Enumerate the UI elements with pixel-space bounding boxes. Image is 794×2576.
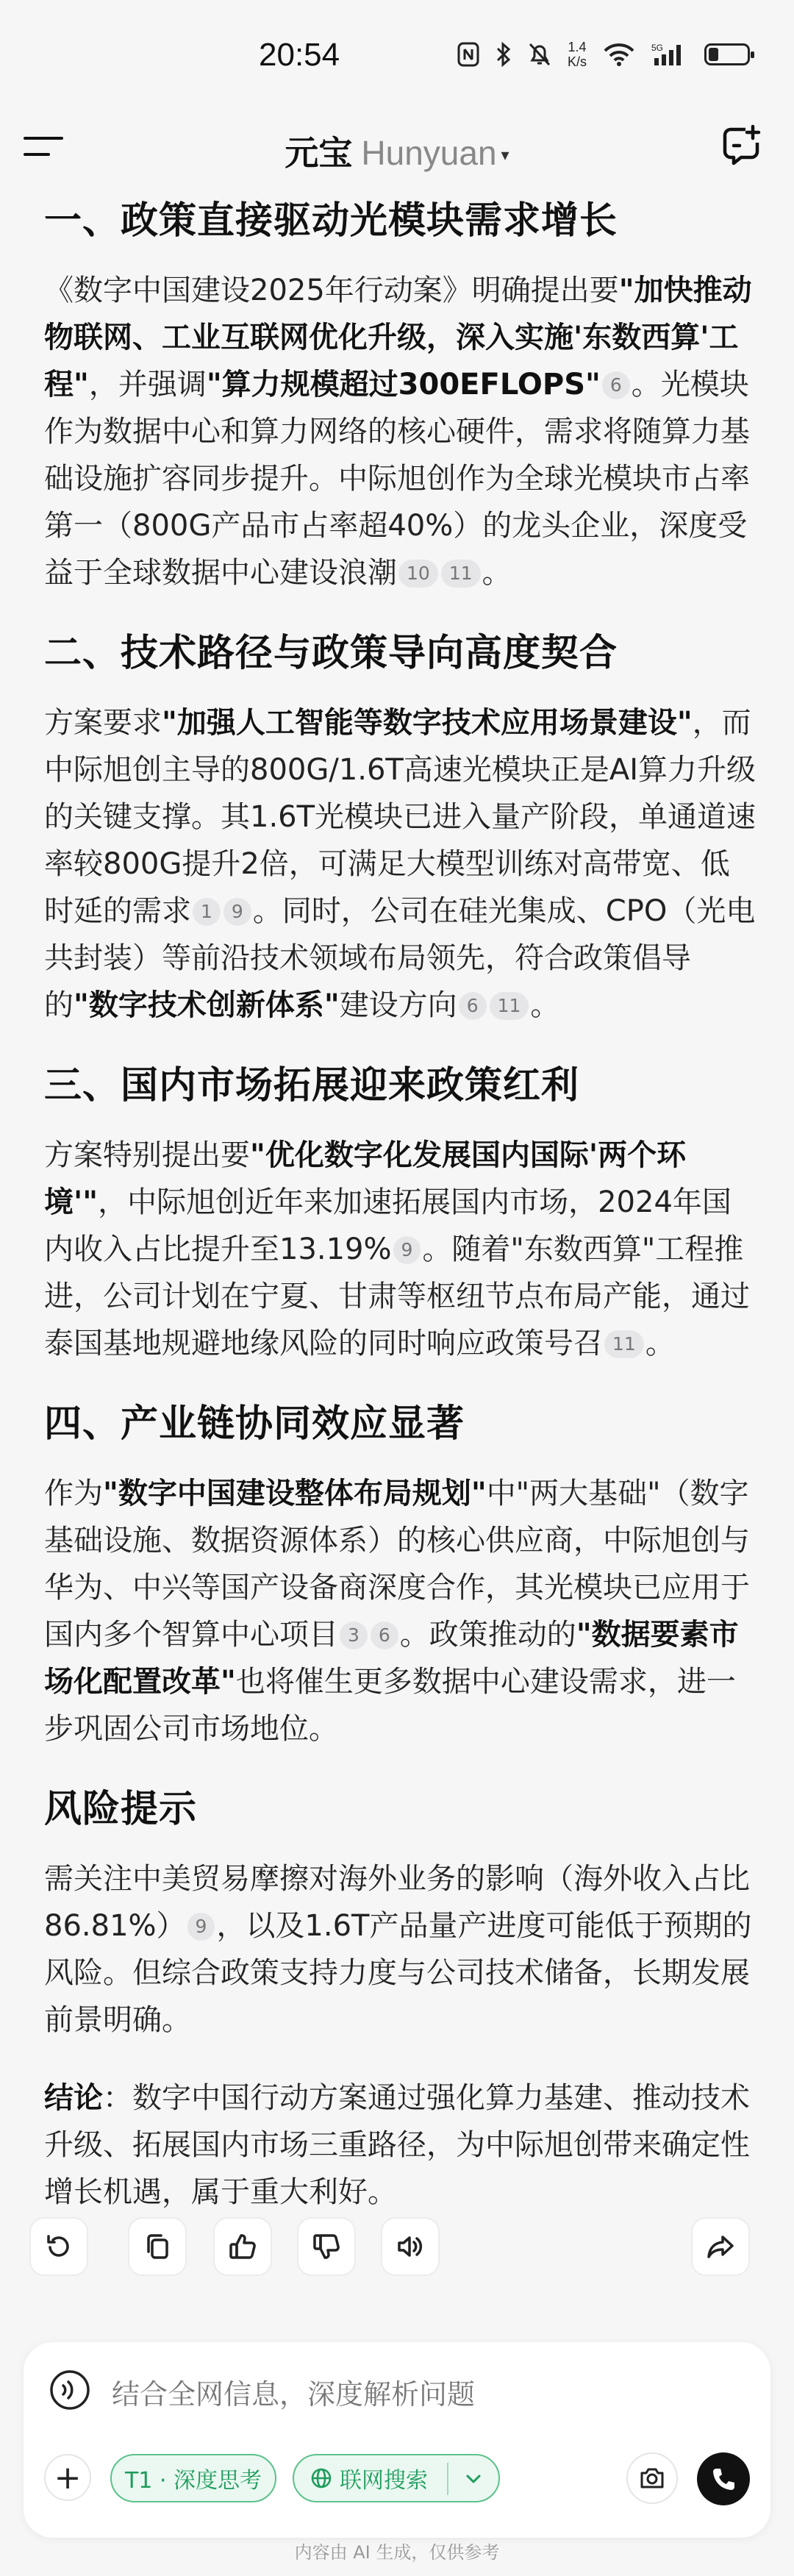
citation-badge[interactable]: 1 [193, 898, 221, 926]
camera-button[interactable] [626, 2452, 678, 2504]
citation-badge[interactable]: 11 [441, 560, 481, 588]
text: 建设方向 [339, 988, 457, 1022]
thumbs-down-icon [311, 2231, 342, 2262]
section-heading: 四、产业链协同效应显著 [44, 1402, 465, 1446]
nfc-icon [457, 42, 479, 67]
citation-badge[interactable]: 9 [187, 1913, 215, 1941]
web-search-toggle[interactable] [293, 2454, 500, 2502]
ai-disclaimer: 内容由 AI 生成，仅供参考 [294, 2542, 500, 2563]
citation-badge[interactable]: 11 [490, 992, 529, 1020]
dislike-button[interactable] [297, 2217, 356, 2276]
text: 方案特别提出要 [44, 1138, 250, 1172]
share-icon [705, 2231, 736, 2262]
section-heading: 风险提示 [44, 1788, 198, 1831]
section-paragraph [44, 1470, 757, 1752]
text: 也将催生更多数据中心建设需求，进一步巩固公司市场地位。 [44, 1665, 736, 1746]
section-paragraph [44, 699, 757, 1029]
citation-badge[interactable]: 6 [602, 371, 630, 399]
status-icons [457, 40, 750, 69]
section-paragraph [44, 267, 757, 596]
text: 《数字中国建设2025年行动案》明确提出要 [44, 274, 619, 307]
wifi-icon [603, 42, 635, 67]
status-bar [0, 0, 794, 118]
citation-badge[interactable]: 3 [340, 1621, 368, 1649]
citation-badge[interactable]: 6 [371, 1621, 398, 1649]
speaker-icon [395, 2231, 426, 2262]
share-button[interactable] [691, 2217, 750, 2276]
text: 作为 [44, 1477, 103, 1510]
section-heading: 三、国内市场拓展迎来政策红利 [44, 1064, 580, 1107]
section-heading: 一、政策直接驱动光模块需求增长 [44, 199, 618, 243]
citation-badge[interactable]: 6 [459, 992, 487, 1020]
voice-call-button[interactable] [697, 2452, 750, 2505]
text: 。 [645, 1327, 675, 1360]
bold-text: "加快推动物联网、工业互联网优化升级，深入实施'东数西算'工程" [44, 274, 752, 402]
chat-input[interactable]: 结合全网信息，深度解析问题 [112, 2378, 476, 2411]
section-heading: 二、技术路径与政策导向高度契合 [44, 632, 618, 675]
svg-text:5G: 5G [651, 43, 664, 53]
text: 。政策推动的 [399, 1618, 576, 1652]
chevron-down-icon[interactable] [459, 2466, 488, 2492]
bold-text: "数据要素市场化配置改革" [44, 1618, 739, 1699]
add-attachment-button[interactable]: + [44, 2454, 91, 2501]
title-sub: Hunyuan [361, 134, 497, 172]
signal-5g-icon [651, 42, 688, 67]
conclusion-label: 结论 [44, 2081, 103, 2115]
text: 。 [530, 988, 560, 1022]
text: 。光模块作为数据中心和算力网络的核心硬件，需求将随算力基础设施扩容同步提升。中际旭创作为全球光模块市占率第一（800G产品市占率超40%）的龙头企业，深度受益于全球数据中心建设浪潮 [44, 368, 750, 590]
conclusion-text: ：数字中国行动方案通过强化算力基建、推动技术升级、拓展国内市场三重路径，为中际旭创带来确定性增长机遇，属于重大利好。 [44, 2081, 750, 2209]
battery-fill [709, 48, 718, 61]
camera-icon [638, 2464, 666, 2492]
app-header [0, 110, 794, 184]
bold-text: "数字中国建设整体布局规划" [103, 1477, 487, 1510]
citation-badge[interactable]: 9 [393, 1236, 421, 1264]
citation-badge[interactable]: 10 [398, 560, 438, 588]
bold-text: "算力规模超过300EFLOPS" [206, 368, 601, 402]
globe-icon [310, 2467, 332, 2489]
text: ，而中际旭创主导的800G/1.6T高速光模块正是AI算力升级的关键支撑。其1.6T光模块已进入量产阶段，单通道速率较800G提升2倍，可满足大模型训练对高带宽、低时延的需求 [44, 706, 757, 928]
message-actions [29, 2217, 765, 2276]
caret-down-icon: ▾ [501, 146, 509, 165]
citation-badge[interactable]: 9 [223, 898, 251, 926]
text: 中"两大基础"（数字基础设施、数据资源体系）的核心供应商，中际旭创与华为、中兴等国产设备商深度合作，其光模块已应用于国内多个智算中心项目 [44, 1477, 750, 1652]
section-paragraph [44, 1855, 757, 2044]
battery-icon [704, 43, 750, 65]
answer-content [44, 195, 757, 2247]
text: 。随着"东数西算"工程推进，公司计划在宁夏、甘肃等枢纽节点布局产能，通过泰国基地规避地缘风险的同时响应政策号召 [44, 1232, 750, 1360]
phone-icon [709, 2465, 737, 2493]
text: 。 [482, 556, 512, 590]
text: ，以及1.6T产品量产进度可能低于预期的风险。但综合政策支持力度与公司技术储备，长期发展前景明确。 [44, 1909, 752, 2037]
new-chat-icon[interactable] [720, 124, 765, 168]
text: 。同时，公司在硅光集成、CPO（光电共封装）等前沿技术领域布局领先，符合政策倡导的 [44, 894, 756, 1022]
bluetooth-icon [496, 42, 512, 67]
chip-divider [447, 2463, 448, 2495]
read-aloud-button[interactable] [381, 2217, 440, 2276]
voice-input-icon[interactable] [49, 2369, 91, 2411]
bold-text: "数字技术创新体系" [74, 988, 340, 1022]
copy-icon [142, 2231, 173, 2262]
deep-think-toggle[interactable]: T1 · 深度思考 [110, 2454, 276, 2502]
title-main: 元宝 [285, 133, 353, 173]
citation-badge[interactable]: 11 [604, 1330, 644, 1358]
mute-bell-icon [528, 42, 551, 67]
model-selector[interactable] [0, 126, 794, 175]
copy-button[interactable] [128, 2217, 187, 2276]
conclusion [44, 2074, 757, 2216]
like-button[interactable] [213, 2217, 272, 2276]
text: ，中际旭创近年来加速拓展国内市场，2024年国内收入占比提升至13.19% [44, 1185, 732, 1266]
bold-text: "优化数字化发展国内国际'两个环境'" [44, 1138, 687, 1219]
refresh-icon [43, 2231, 74, 2262]
section-paragraph [44, 1132, 757, 1367]
text: ，并强调 [88, 368, 207, 402]
status-time: 20:54 [259, 37, 340, 73]
thumbs-up-icon [227, 2231, 258, 2262]
input-panel [24, 2342, 770, 2538]
web-search-label: 联网搜索 [340, 2468, 428, 2494]
bold-text: "加强人工智能等数字技术应用场景建设" [162, 706, 693, 740]
net-speed: 1.4 K/s [567, 40, 587, 69]
regenerate-button[interactable] [29, 2217, 88, 2276]
text: 方案要求 [44, 706, 162, 740]
text: 需关注中美贸易摩擦对海外业务的影响（海外收入占比86.81%） [44, 1862, 750, 1943]
